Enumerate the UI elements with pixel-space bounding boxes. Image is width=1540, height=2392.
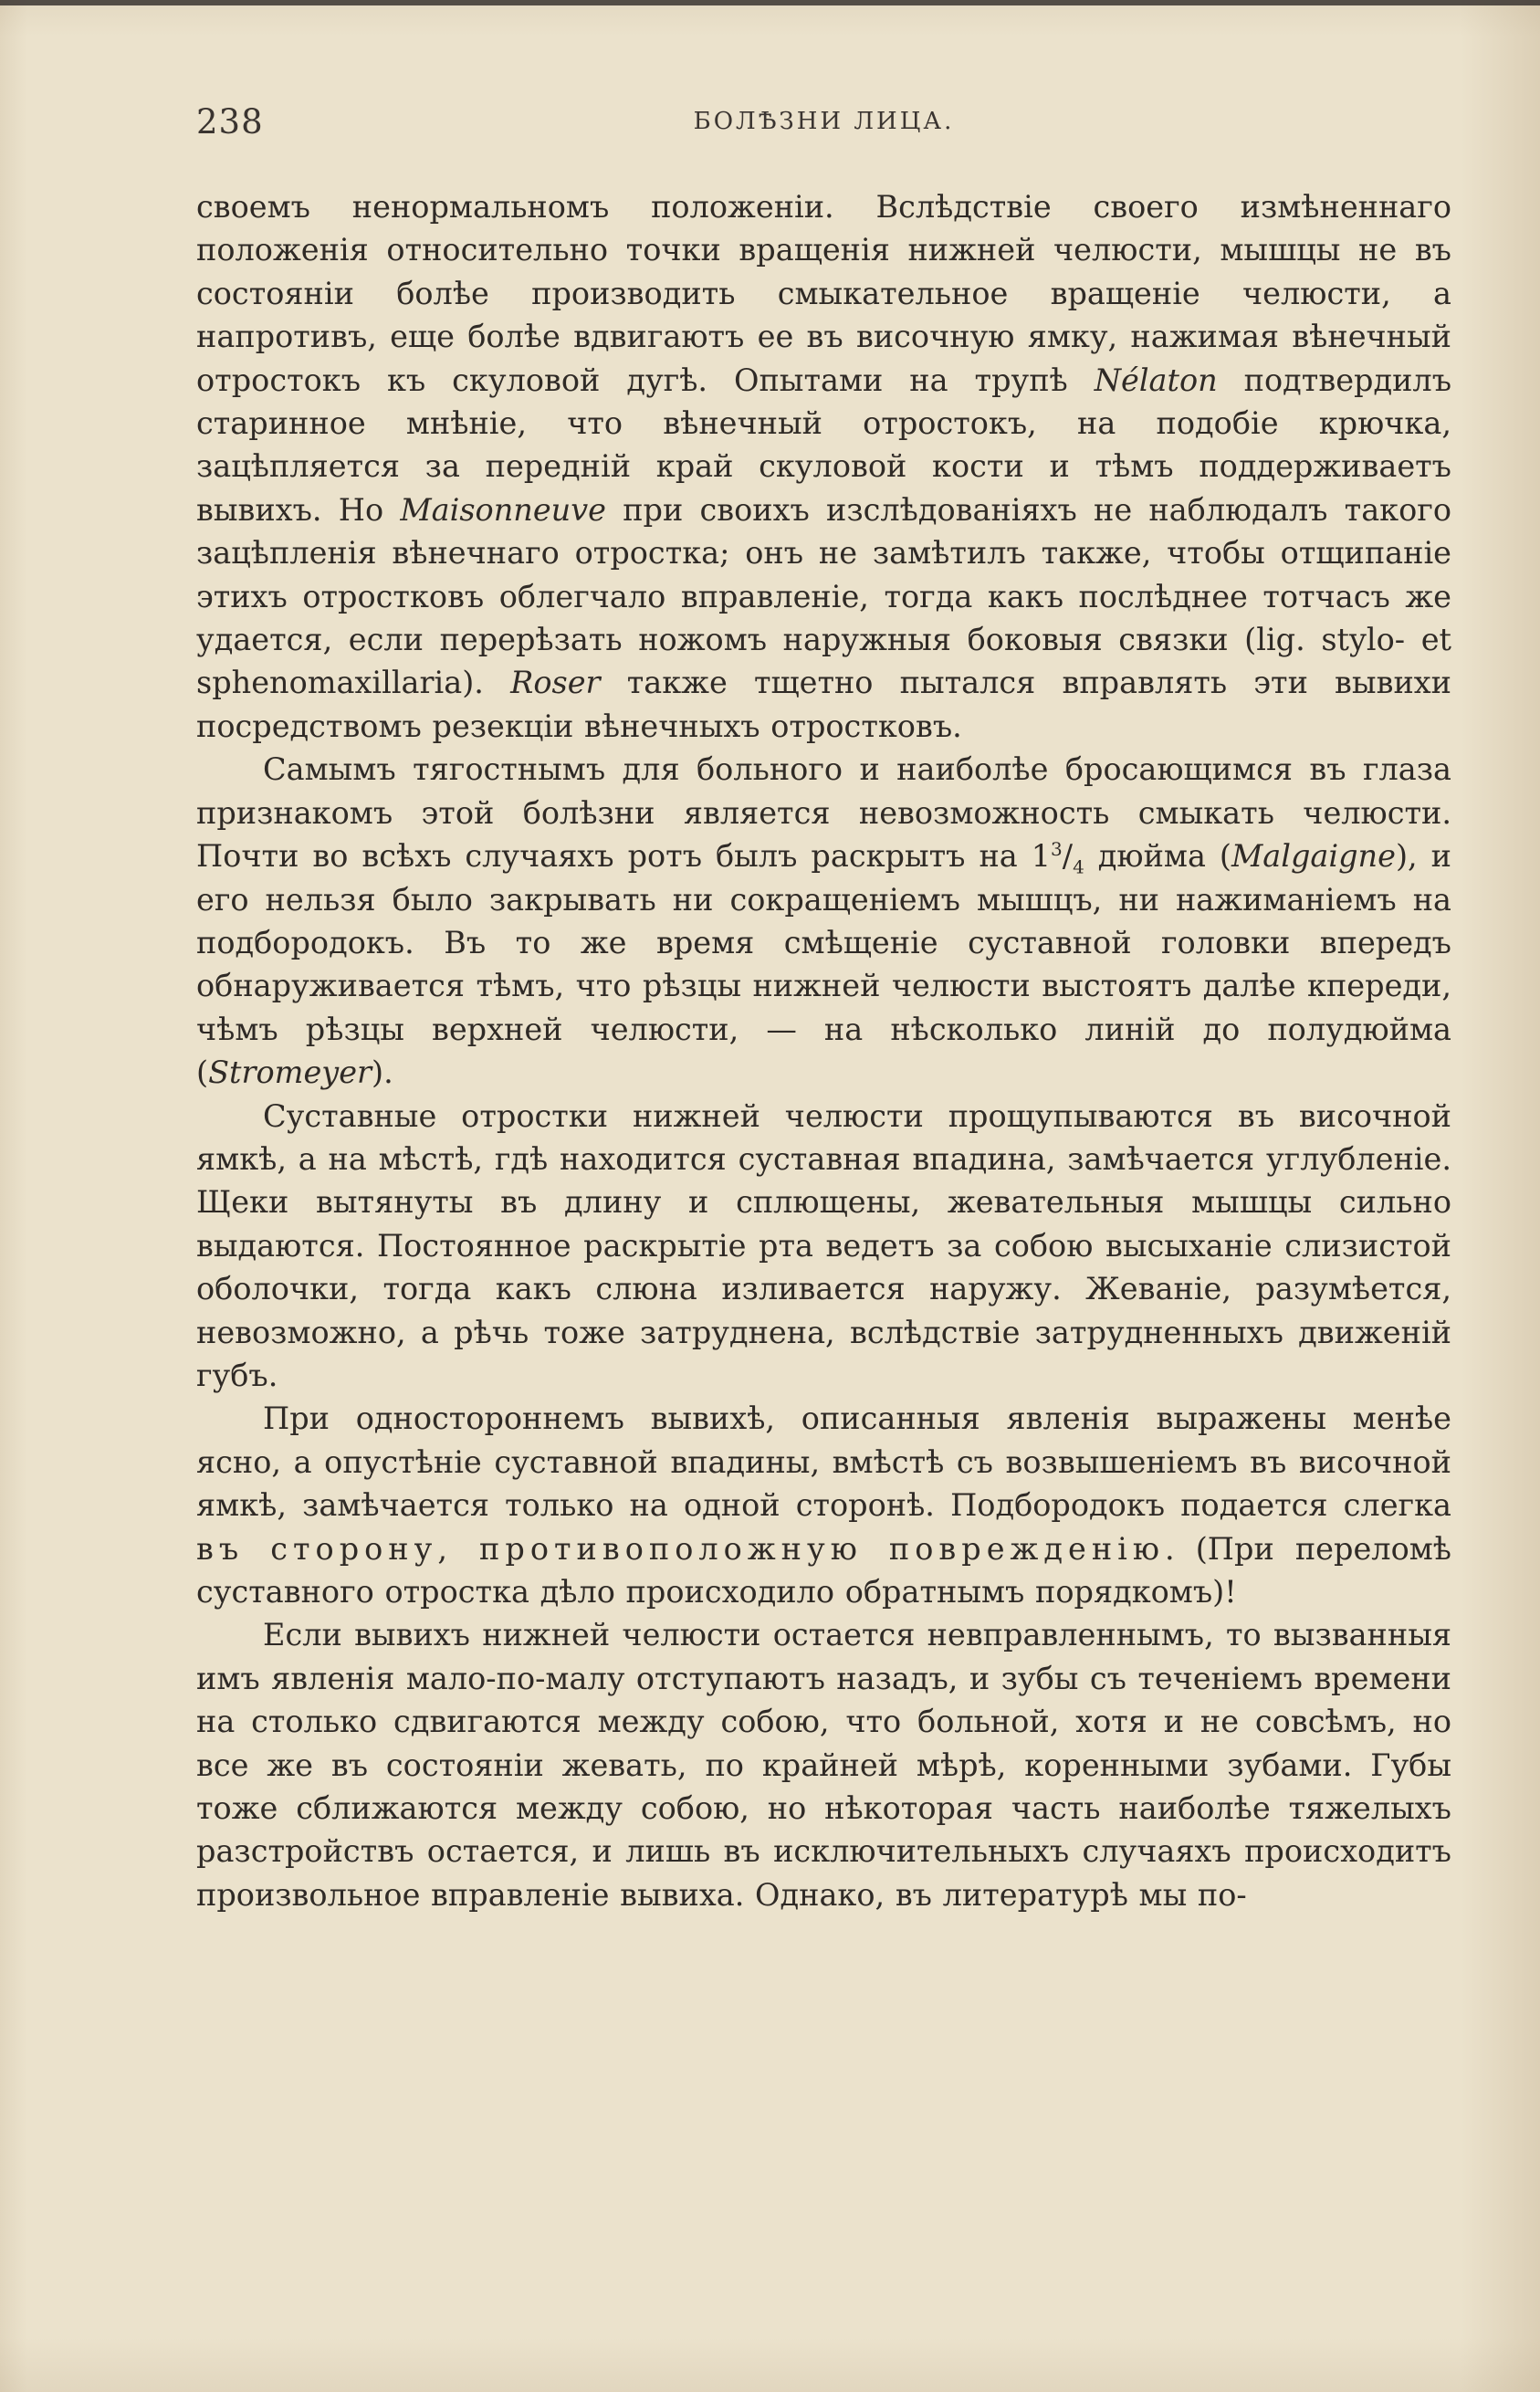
running-title: БОЛѢЗНИ ЛИЦА. [693,108,955,135]
text-run: . (При переломѣ суставного отростка дѣло происходило обратнымъ порядкомъ)! [196,1530,1451,1610]
text-run: также тщетно пытался вправлять эти вывихи посредствомъ резекціи вѣнечныхъ отростковъ. [196,665,1451,744]
text-run: ), и его нельзя было закрывать ни сокращеніемъ мышцъ, ни нажиманіемъ на подбородокъ. Въ то же время смѣщеніе суставной головки впередъ обнаруживается тѣмъ, что рѣзцы нижней челюсти выстоятъ далѣе кпереди, чѣмъ рѣзцы верхней челюсти, — на нѣсколько линій до полудюйма ( [196,838,1451,1091]
fraction-numerator: 3 [1051,837,1063,860]
text-run: При одностороннемъ вывихѣ, описанныя явленія выражены менѣе ясно, а опустѣніе суставной впадины, вмѣстѣ съ возвышеніемъ въ височной ямкѣ, замѣчается только на одной сторонѣ. Подбородокъ подается слегка [196,1401,1451,1524]
italic-name: Maisonneuve [400,491,606,528]
text-run: при своихъ изслѣдованіяхъ не наблюдалъ такого зацѣпленія вѣнечнаго отростка; онъ не замѣтилъ также, чтобы отщипаніе этихъ отростковъ облегчало вправленіе, тогда какъ послѣднее тотчасъ же удается, если перерѣзать ножомъ наружныя боковыя связки (lig. stylo- et sphenomaxillaria). [196,491,1452,701]
top-edge-rule [0,0,1540,5]
text-run: / [1062,838,1074,875]
page-header [196,102,1451,148]
italic-name: Malgaigne [1231,838,1396,875]
paragraph [196,748,1451,1094]
spaced-emphasis: въ сторону, противоположную поврежденію [196,1530,1166,1567]
page-number: 238 [196,102,264,142]
text-run: своемъ ненормальномъ положеніи. Вслѣдствіе своего измѣненнаго положенія относительно точки вращенія нижней челюсти, мышцы не въ состояніи болѣе производить смыкательное вращеніе челюсти, а напротивъ, еще болѣе вдвигаютъ ее въ височную ямку, нажимая вѣнечный отростокъ къ скуловой дугѣ. Опытами на трупѣ [196,189,1451,398]
text-run: дюйма ( [1084,838,1231,875]
paragraph [196,1095,1451,1398]
text-run: Самымъ тягостнымъ для больного и наиболѣе бросающимся въ глаза признакомъ этой болѣзни является невозможность смыкать челюсти. Почти во всѣхъ случаяхъ ротъ былъ раскрытъ на 1 [196,751,1451,875]
text-run: подтвердилъ старинное мнѣніе, что вѣнечный отростокъ, на подобіе крючка, зацѣпляется за передній край скуловой кости и тѣмъ поддерживаетъ вывихъ. Но [196,362,1452,528]
paragraph [196,1397,1451,1613]
italic-name: Stromeyer [208,1054,372,1091]
italic-name: Roser [510,665,601,701]
text-run: ). [372,1054,393,1091]
fraction-denominator: 4 [1073,855,1084,878]
text-run: Если вывихъ нижней челюсти остается невправленнымъ, то вызванныя имъ явленія мало-по-малу отступаютъ назадъ, и зубы съ теченіемъ времени на столько сдвигаются между собою, что больной, хотя и не совсѣмъ, но все же въ состояніи жевать, по крайней мѣрѣ, коренными зубами. Губы тоже сближаются между собою, но нѣкоторая часть наиболѣе тяжелыхъ разстройствъ остается, и лишь въ исключительныхъ случаяхъ происходитъ произвольное вправленіе вывиха. Однако, въ литературѣ мы по- [196,1617,1451,1913]
paragraph [196,185,1451,748]
body-text [196,185,1451,1916]
text-run: Суставные отростки нижней челюсти прощупываются въ височной ямкѣ, а на мѣстѣ, гдѣ находится суставная впадина, замѣчается углубленіе. Щеки вытянуты въ длину и сплющены, жевательныя мышцы сильно выдаются. Постоянное раскрытіе рта ведетъ за собою высыханіе слизистой оболочки, тогда какъ слюна изливается наружу. Жеваніе, разумѣется, невозможно, а рѣчь тоже затруднена, вслѣдствіе затрудненныхъ движеній губъ. [196,1097,1451,1393]
italic-name: Nélaton [1094,362,1218,398]
paragraph [196,1613,1451,1916]
